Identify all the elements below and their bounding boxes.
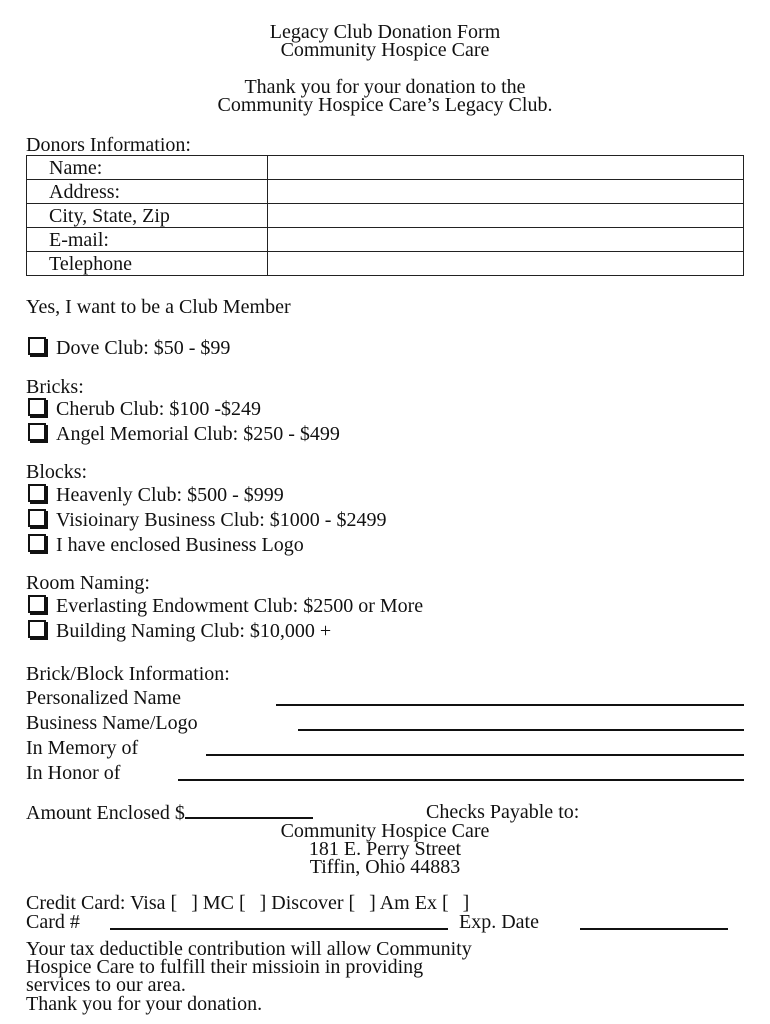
donor-row-address (27, 180, 744, 204)
option-label: Visioinary Business Club: $1000 - $2499 (56, 509, 387, 531)
option-building-naming-club[interactable] (26, 620, 331, 642)
name-field[interactable] (268, 156, 744, 180)
business-name-label: Business Name/Logo (26, 712, 198, 734)
address-field[interactable] (268, 180, 744, 204)
card-number-label: Card # (26, 911, 80, 933)
amount-field[interactable] (185, 801, 313, 819)
option-label: Heavenly Club: $500 - $999 (56, 484, 284, 506)
checkbox-icon[interactable] (28, 620, 46, 638)
personalized-name-label: Personalized Name (26, 687, 181, 709)
mc-label: ] MC [ (191, 892, 246, 914)
organization-name: Community Hospice Care (280, 39, 490, 61)
checkbox-icon[interactable] (28, 509, 46, 527)
in-memory-label: In Memory of (26, 737, 139, 759)
exp-date-field[interactable] (580, 928, 728, 930)
credit-card-row (26, 892, 469, 914)
exp-date-label: Exp. Date (459, 911, 539, 933)
checkbox-icon[interactable] (28, 484, 46, 502)
close-bracket: ] (462, 892, 470, 914)
in-honor-field[interactable] (178, 779, 744, 781)
donor-label: Name: (27, 156, 268, 180)
footer-line-4: Thank you for your donation. (26, 993, 263, 1015)
amount-enclosed-label: Amount Enclosed $ (26, 802, 185, 824)
checks-payable-label: Checks Payable to: (426, 801, 580, 823)
option-label: I have enclosed Business Logo (56, 534, 304, 556)
blocks-heading: Blocks: (26, 461, 88, 483)
form-title: Legacy Club Donation Form (269, 21, 501, 43)
in-honor-label: In Honor of (26, 762, 121, 784)
in-memory-field[interactable] (206, 754, 744, 756)
donor-row-city (27, 204, 744, 228)
payee-org: Community Hospice Care (280, 820, 490, 842)
option-everlasting-endowment-club[interactable] (26, 595, 423, 617)
donor-row-telephone (27, 252, 744, 276)
footer-line-3: services to our area. (26, 974, 186, 996)
checkbox-icon[interactable] (28, 423, 46, 441)
donor-label: E-mail: (27, 228, 268, 252)
credit-card-visa-label: Credit Card: Visa [ (26, 892, 178, 914)
option-label: Cherub Club: $100 -$249 (56, 398, 261, 420)
option-label: Building Naming Club: $10,000 + (56, 620, 332, 642)
checkbox-icon[interactable] (28, 337, 46, 355)
bricks-heading: Bricks: (26, 376, 84, 398)
telephone-field[interactable] (268, 252, 744, 276)
payee-city: Tiffin, Ohio 44883 (309, 856, 461, 878)
checkbox-icon[interactable] (28, 534, 46, 552)
brick-info-heading: Brick/Block Information: (26, 663, 230, 685)
checkbox-icon[interactable] (28, 398, 46, 416)
discover-label: ] Discover [ (259, 892, 356, 914)
card-number-field[interactable] (110, 928, 448, 930)
business-name-field[interactable] (298, 729, 744, 731)
personalized-name-field[interactable] (276, 704, 744, 706)
checkbox-icon[interactable] (28, 595, 46, 613)
payee-street: 181 E. Perry Street (308, 838, 462, 860)
option-cherub-club[interactable] (26, 398, 261, 420)
option-heavenly-club[interactable] (26, 484, 284, 506)
amex-label: ] Am Ex [ (369, 892, 449, 914)
option-business-logo-enclosed[interactable] (26, 534, 304, 556)
donor-label: Telephone (27, 252, 268, 276)
option-label: Everlasting Endowment Club: $2500 or More (56, 595, 424, 617)
donor-label: Address: (27, 180, 268, 204)
footer-line-2: Hospice Care to fulfill their missioin in providing (26, 956, 424, 978)
footer-line-1: Your tax deductible contribution will allow Community (26, 938, 472, 960)
option-visionary-business-club[interactable] (26, 509, 386, 531)
thanks-line-2: Community Hospice Care’s Legacy Club. (217, 94, 553, 116)
donors-table (26, 155, 744, 276)
email-field[interactable] (268, 228, 744, 252)
membership-intro: Yes, I want to be a Club Member (26, 296, 291, 318)
room-naming-heading: Room Naming: (26, 572, 150, 594)
option-angel-memorial-club[interactable] (26, 423, 340, 445)
thanks-line-1: Thank you for your donation to the (244, 76, 526, 98)
donor-label: City, State, Zip (27, 204, 268, 228)
option-dove-club[interactable] (26, 337, 230, 359)
option-label: Dove Club: $50 - $99 (56, 337, 231, 359)
donor-row-email (27, 228, 744, 252)
city-state-zip-field[interactable] (268, 204, 744, 228)
option-label: Angel Memorial Club: $250 - $499 (56, 423, 340, 445)
donors-heading: Donors Information: (26, 134, 191, 156)
donor-row-name (27, 156, 744, 180)
